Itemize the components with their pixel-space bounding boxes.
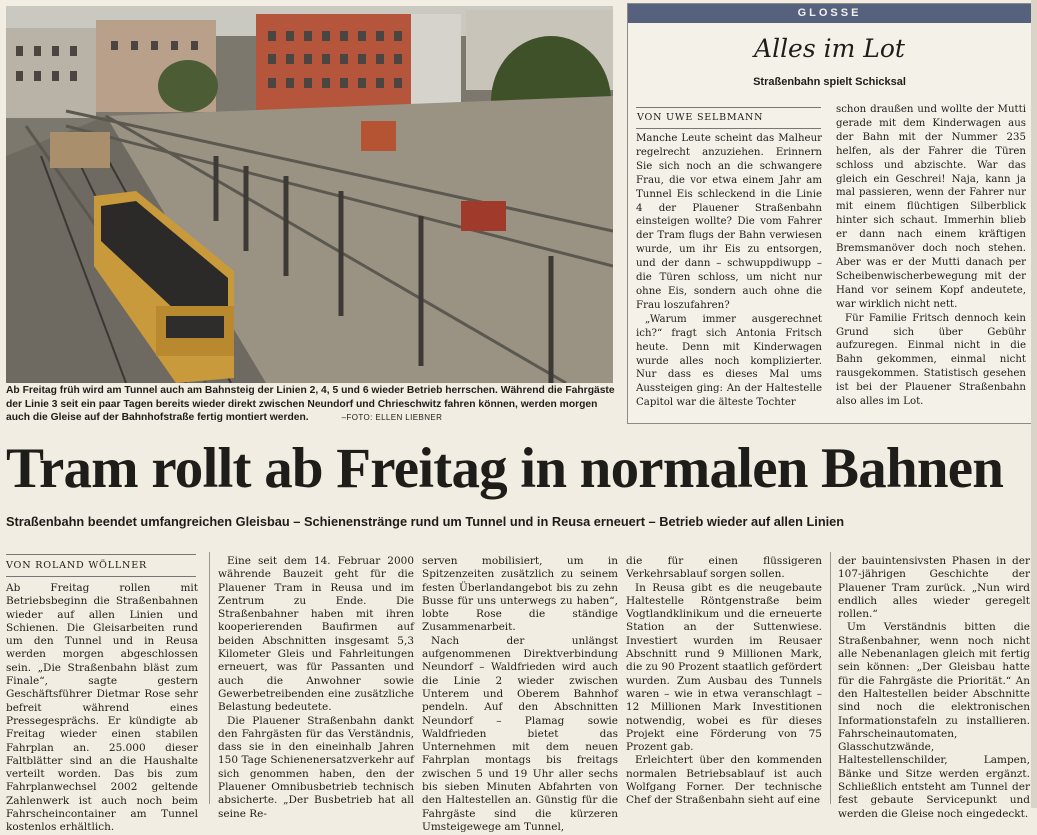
article-column-4 xyxy=(626,555,822,808)
column-rule xyxy=(209,552,210,804)
paragraph: Die Plauener Straßenbahn dankt den Fahrgästen für das Verständnis, dass sie in den eineinhalb Jahren 150 Tage Schienenersatzverkehr auf sich genommen haben, den der Plauener Omnibusbetrieb technisch absicherte. „Der Busbetrieb hat all seine Re- xyxy=(218,714,414,820)
news-photo xyxy=(6,6,613,383)
paragraph: Ab Freitag rollen mit Betriebsbeginn die Straßenbahnen wieder auf allen Linien und Schienen. Die Gleisarbeiten rund um den Tunnel und in Reusa werden morgen abgeschlossen sein. „Die Straßenbahn bläst zum Finale“, sagte gestern Geschäftsführer Dietmar Rose sehr befreit während eines Pressegesprächs. Er kündigte ab Freitag wieder einen stabilen Fahrplan an. 25.000 dieser Faltblätter sind an die Haushalte verteilt worden. Das bis zum Fahrplanwechsel 2002 geltende Zahlenwerk ist auch noch beim Fahrscheincontainer am Tunnel kostenlos erhältlich. xyxy=(6,582,198,834)
paragraph: In Reusa gibt es die neugebaute Haltestelle Röntgenstraße beim Vogtlandklinikum und die erneuerte Station an der Suttenwiese. Investiert wurden im Reusaer Abschnitt rund 9 Millionen Mark, die zu 90 Prozent staatlich gefördert wurden. Zum Ausbau des Tunnels waren – wie in etwa veranschlagt – 12 Millionen Mark Investitionen notwendig, wobei es für dieses Projekt eine Förderung von 75 Prozent gab. xyxy=(626,581,822,754)
article-headline: Tram rollt ab Freitag in normalen Bahnen xyxy=(6,437,1004,500)
divider xyxy=(636,128,821,129)
glosse-column-2 xyxy=(836,103,1026,409)
article-column-3 xyxy=(422,555,618,834)
paragraph: Nach der unlängst aufgenommenen Direktverbindung Neundorf – Waldfrieden wird auch die Linie 2 wieder zwischen Unterem und Oberem Bahnhof pendeln. Auf den Abschnitten Neundorf – Plamag sowie Waldfrieden bietet das Unternehmen mit dem neuen Fahrplan montags bis freitags zwischen 5 und 19 Uhr aller sechs bis sieben Minuten Abfahrten von den Haltestellen an. Günstig für die Fahrgäste sind die kürzeren Umsteigewege am Tunnel, xyxy=(422,634,618,833)
glosse-column-1 xyxy=(636,132,822,410)
photo-caption xyxy=(6,384,616,424)
paragraph: Erleichtert über den kommenden normalen Betriebsablauf ist auch Wolfgang Forner. Der technische Chef der Straßenbahn sieht auf eine xyxy=(626,754,822,807)
article-column-5 xyxy=(838,555,1030,821)
divider xyxy=(6,576,196,577)
glosse-author: VON UWE SELBMANN xyxy=(637,112,764,123)
glosse-subtitle: Straßenbahn spielt Schicksal xyxy=(753,76,906,88)
glosse-box xyxy=(627,3,1032,424)
divider xyxy=(6,554,196,555)
paragraph: Um Verständnis bitten die Straßenbahner, wenn noch nicht alle Nebenanlagen gleich mit fertig sein können: „Der Gleisbau hatte für die Fahrgäste die Priorität.“ An den Haltestellen beider Abschnitte sind noch die elektronischen Informationstafeln zu installieren. Fahrscheinautomaten, Glasschutzwände, Haltestellenschilder, Lampen, Bänke und Sitze werden ergänzt. Schließlich entsteht am Tunnel der fest gebaute Servicepunkt und werden die Gleise noch eingedeckt. xyxy=(838,621,1030,820)
caption-text: Ab Freitag früh wird am Tunnel auch am Bahnsteig der Linien 2, 4, 5 und 6 wieder Betrieb herrschen. Während die Fahrgäste der Linie 3 seit ein paar Tagen bereits wieder direkt zwischen Neundorf und Chrieschwitz fahren können, werden morgen auch die Gleise auf der Bahnhofstraße fertig montiert werden. xyxy=(6,385,615,423)
glosse-kicker: GLOSSE xyxy=(628,4,1031,23)
glosse-title: Alles im Lot xyxy=(754,34,905,63)
paragraph: schon draußen und wollte der Mutti gerade mit dem Kinderwagen aus der Bahn mit der Nummer 235 helfen, als der Fahrer die Türen schloss und abzischte. War das gleich ein Geschrei! Naja, kann ja mal passieren, wenn der Fahrer nur mit einem flüchtigen Silberblick hinter sich schaut. Immerhin blieb er dann nach einem kräftigen Bremsmanöver doch noch stehen. Aber was er der Mutti danach per Scheibenwischerbewegung mit der Hand vor seinem Kopf andeutete, war wirklich nicht nett. xyxy=(836,104,1026,310)
paragraph: der bauintensivsten Phasen in der 107-jährigen Geschichte der Plauener Tram zurück. „Nun wird endlich alles wieder geregelt rollen.“ xyxy=(838,555,1030,621)
article-subheadline: Straßenbahn beendet umfangreichen Gleisbau – Schienenstränge rund um Tunnel und in Reusa erneuert – Betrieb wieder auf allen Linien xyxy=(6,514,845,529)
paragraph: „Warum immer ausgerechnet ich?“ fragt sich Antonia Fritsch heute. Denn mit Kinderwagen wurde alles noch komplizierter. Nur dass es dieses Mal ums Aussteigen ging: An der Haltestelle Capitol war die älteste Tochter xyxy=(636,313,822,409)
paragraph: Eine seit dem 14. Februar 2000 währende Bauzeit geht für die Plauener Tram in Reusa und im Zentrum zu Ende. Die Straßenbahner haben mit ihren kooperierenden Baufirmen auf beiden Abschnitten insgesamt 5,3 Kilometer Gleis und Fahrleitungen erneuert, was für Passanten und auch die Anwohner sowie Gewerbetreibenden eine zusätzliche Belastung bedeutete. xyxy=(218,555,414,714)
paragraph: Manche Leute scheint das Malheur regelrecht anzuziehen. Erinnern Sie sich noch an die schwangere Frau, die vor etwa einem Jahr am Tunnel Eis schleckend in die Linie 4 der Plauener Straßenbahn einsteigen wollte? Die vom Fahrer der Tram flugs der Bahn verwiesen wurde, um ihr Eis zu entsorgen, und der dann – schwuppdiwupp – die Türen schloss, um nicht nur ohne Eis, sondern auch ohne die Frau loszufahren? xyxy=(636,133,822,311)
column-rule xyxy=(830,552,831,804)
paragraph: die für einen flüssigeren Verkehrsablauf sorgen sollen. xyxy=(626,555,822,581)
adjacent-page-edge xyxy=(1031,0,1037,808)
article-column-2 xyxy=(218,555,414,821)
photo-illustration xyxy=(6,6,613,383)
photo-credit: –FOTO: ELLEN LIEBNER xyxy=(341,413,443,422)
article-byline: VON ROLAND WÖLLNER xyxy=(6,560,148,571)
paragraph: Für Familie Fritsch dennoch kein Grund sich über Gebühr aufzuregen. Einmal nicht in die Bahn gekommen, einmal nicht rausgekommen. Statistisch gesehen ist bei der Plauener Straßenbahn also alles im Lot. xyxy=(836,312,1026,408)
divider xyxy=(636,107,821,108)
article-column-1 xyxy=(6,582,198,835)
paragraph: serven mobilisiert, um in Spitzenzeiten zusätzlich zu seinem festen Überlandangebot bis zu zehn Busse für uns unterwegs zu haben“, lobte Rose die ständige Zusammenarbeit. xyxy=(422,555,618,634)
